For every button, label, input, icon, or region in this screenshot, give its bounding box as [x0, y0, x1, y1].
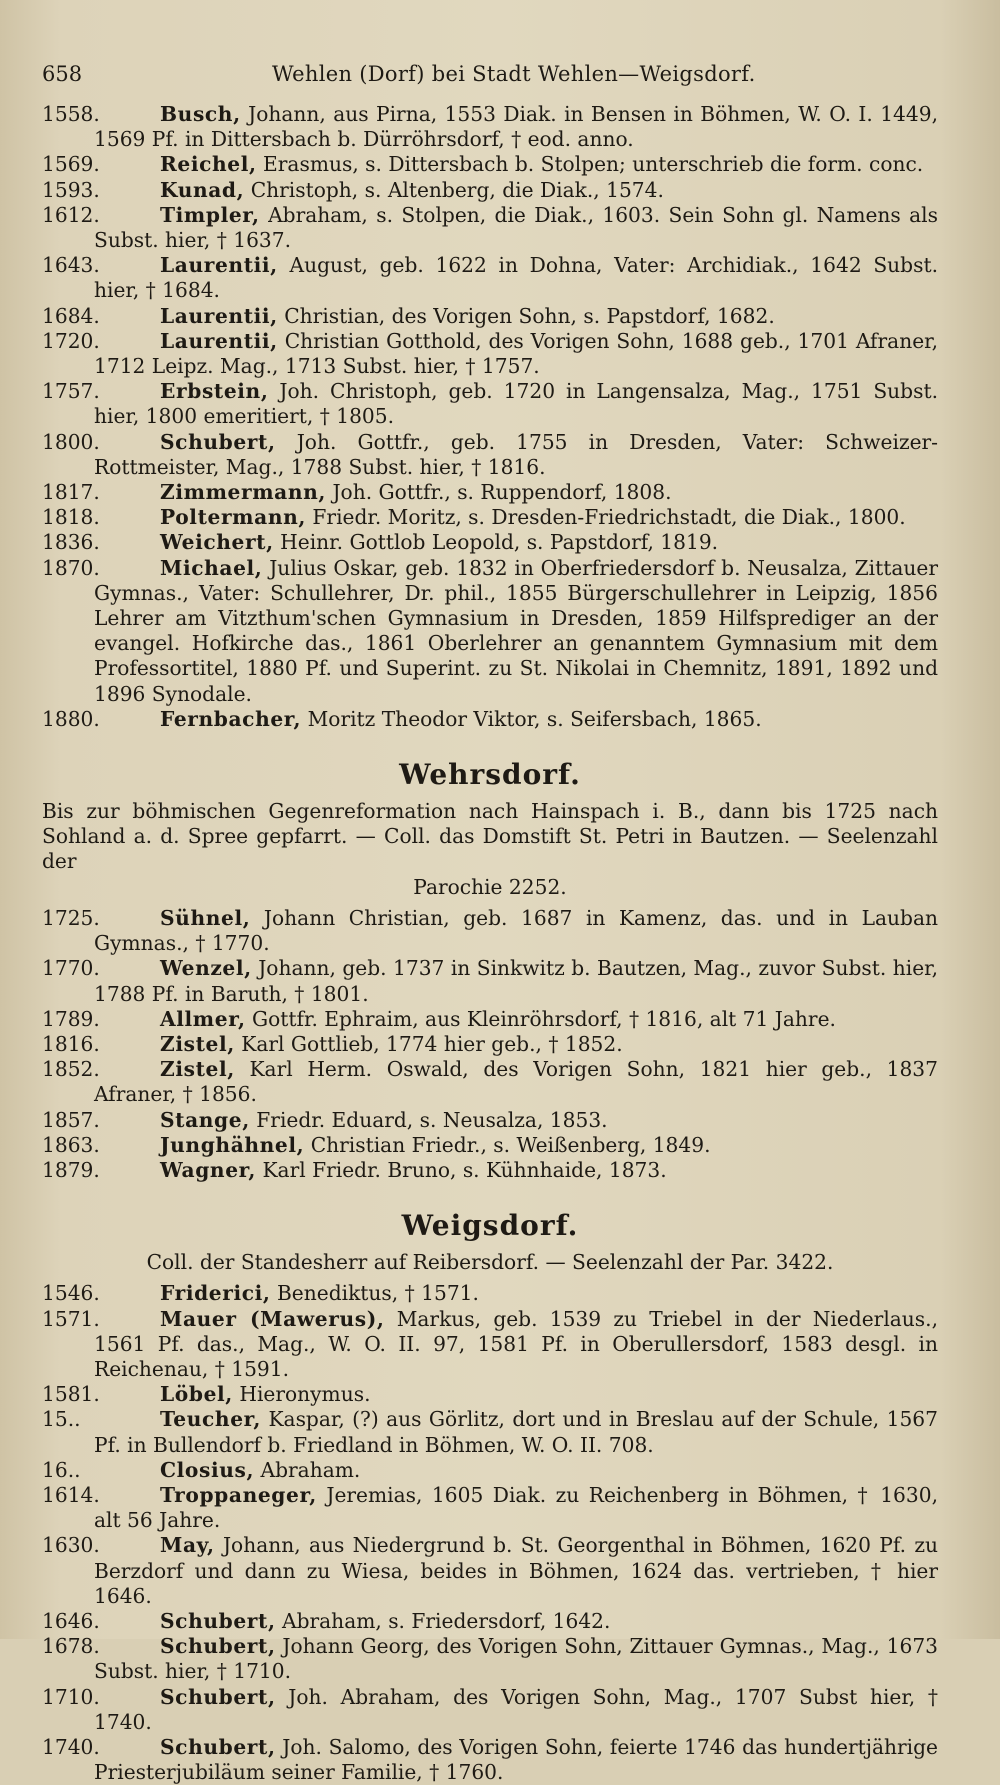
list-item [42, 1735, 938, 1785]
entry-text: Abraham. [260, 1457, 361, 1482]
list-item [42, 707, 938, 732]
entry-year: 1740. [42, 1734, 100, 1759]
list-item [42, 379, 938, 429]
section-heading-wehrsdorf: Wehrsdorf. [399, 758, 581, 792]
entry-year: 1863. [42, 1132, 100, 1157]
entry-year: 1571. [42, 1306, 100, 1331]
entry-name: Löbel, [160, 1382, 233, 1407]
entry-name: Erbstein, [160, 379, 269, 404]
entry-year: 1546. [42, 1281, 100, 1306]
entry-name: Poltermann, [160, 505, 306, 530]
entry-year: 1880. [42, 706, 100, 731]
wehrsdorf-intro-end: Parochie 2252. [413, 874, 567, 899]
list-item [42, 530, 938, 555]
entry-year: 1710. [42, 1684, 100, 1709]
entry-text: Joh. Christoph, geb. 1720 in Langensalza, Mag., 1751 Subst. hier, 1800 emeritiert, † 1805. [94, 379, 938, 429]
entry-body [94, 1407, 938, 1457]
list-item [42, 1007, 938, 1032]
list-item [42, 1057, 938, 1107]
list-item [42, 1685, 938, 1735]
entry-year: 1816. [42, 1031, 100, 1056]
entry-body [94, 329, 938, 379]
entry-name: Closius, [160, 1457, 255, 1482]
entry-body [94, 152, 938, 177]
list-item [42, 1133, 938, 1158]
running-title: Wehlen (Dorf) bei Stadt Wehlen—Weigsdorf. [272, 62, 756, 86]
entry-name: Schubert, [160, 1734, 276, 1759]
entry-body [94, 1483, 938, 1533]
entry-year: 1818. [42, 505, 100, 530]
entry-name: Laurentii, [160, 328, 278, 353]
entry-text: Johann Georg, des Vorigen Sohn, Zittauer Gymnas., Mag., 1673 Subst. hier, † 1710. [94, 1634, 939, 1684]
entry-text: Karl Herm. Oswald, des Vorigen Sohn, 1821 hier geb., 1837 Afraner, † 1856. [94, 1057, 938, 1107]
entry-year: 1593. [42, 177, 100, 202]
list-item [42, 1407, 938, 1457]
entry-body [94, 102, 938, 152]
entry-name: Wagner, [160, 1157, 257, 1182]
entry-text: Christian Friedr., s. Weißenberg, 1849. [310, 1132, 711, 1157]
list-item [42, 152, 938, 177]
entry-year: 15.. [42, 1407, 81, 1432]
entry-year: 1643. [42, 253, 100, 278]
entry-body [94, 956, 938, 1006]
entry-body [94, 707, 938, 732]
entry-body [94, 1133, 938, 1158]
entry-body [94, 1032, 938, 1057]
entry-year: 1720. [42, 328, 100, 353]
entry-body [94, 530, 938, 555]
list-item [42, 102, 938, 152]
weigsdorf-entry-list [42, 1281, 938, 1785]
entry-text: Abraham, s. Friedersdorf, 1642. [282, 1608, 611, 1633]
entry-body [94, 1609, 938, 1634]
entry-year: 1646. [42, 1608, 100, 1633]
wehrsdorf-intro-text: Bis zur böhmischen Gegenreformation nach Hainspach i. B., dann bis 1725 nach Sohland a. d. Spree gepfarrt. — Coll. das Domstift St. Petri in Bautzen. — Seelenzahl der [42, 799, 938, 874]
list-item [42, 203, 938, 253]
entry-year: 1558. [42, 102, 100, 126]
entry-text: Joh. Gottfr., geb. 1755 in Dresden, Vater: Schweizer-Rottmeister, Mag., 1788 Subst. hier, † 1816. [94, 429, 939, 479]
entry-text: Julius Oskar, geb. 1832 in Oberfriedersdorf b. Neusalza, Zittauer Gymnas., Vater: Schullehrer, Dr. phil., 1855 Bürgerschullehrer in Leipzig, 1856 Lehrer am Vitzthum'schen Gymnasium in Dresden, 1859 Hilfsprediger an der evangel. Hofkirche das., 1861 Oberlehrer an genanntem Gymnasium mit dem Professortitel, 1880 Pf. und Superint. zu St. Nikolai in Chemnitz, 1891, 1892 und 1896 Synodale. [94, 555, 938, 706]
list-item [42, 505, 938, 530]
list-item [42, 1609, 938, 1634]
entry-year: 1614. [42, 1482, 100, 1507]
entry-name: Busch, [160, 102, 241, 126]
section-heading-weigsdorf: Weigsdorf. [401, 1209, 579, 1243]
list-item [42, 1483, 938, 1533]
entry-body [94, 1057, 938, 1107]
entry-year: 1569. [42, 152, 100, 177]
entry-body [94, 1382, 938, 1407]
entry-body [94, 556, 938, 707]
entry-name: Sühnel, [160, 905, 251, 930]
entry-body [94, 1458, 938, 1483]
list-item [42, 956, 938, 1006]
entry-text: Johann, aus Pirna, 1553 Diak. in Bensen in Böhmen, W. O. I. 1449, 1569 Pf. in Dittersbach b. Dürröhrsdorf, † eod. anno. [94, 102, 938, 152]
entry-name: Teucher, [160, 1407, 262, 1432]
wehrsdorf-intro [42, 799, 938, 900]
list-item [42, 1533, 938, 1609]
entry-name: Zistel, [160, 1031, 235, 1056]
list-item [42, 1382, 938, 1407]
page-header [42, 62, 938, 86]
entry-text: Heinr. Gottlob Leopold, s. Papstdorf, 1819. [280, 530, 719, 555]
entry-body [94, 1158, 938, 1183]
list-item [42, 329, 938, 379]
list-item [42, 430, 938, 480]
list-item [42, 1108, 938, 1133]
entry-text: Karl Friedr. Bruno, s. Kühnhaide, 1873. [262, 1157, 667, 1182]
entry-name: Schubert, [160, 429, 276, 454]
list-item [42, 1032, 938, 1057]
entry-body [94, 1007, 938, 1032]
entry-body [94, 1634, 938, 1684]
entry-text: Benediktus, † 1571. [276, 1281, 479, 1306]
list-item [42, 1281, 938, 1306]
entry-name: Michael, [160, 555, 263, 580]
list-item [42, 906, 938, 956]
entry-year: 1800. [42, 429, 100, 454]
entry-body [94, 1685, 938, 1735]
entry-year: 1678. [42, 1634, 100, 1659]
entry-text: Markus, geb. 1539 zu Triebel in der Niederlaus., 1561 Pf. das., Mag., W. O. II. 97, 1581 Pf. in Oberullersdorf, 1583 desgl. in Reichenau, † 1591. [94, 1306, 939, 1381]
entry-name: Zimmermann, [160, 480, 327, 505]
list-item [42, 1307, 938, 1383]
entry-name: Friderici, [160, 1281, 271, 1306]
entry-text: Johann, aus Niedergrund b. St. Georgenthal in Böhmen, 1620 Pf. zu Berzdorf und dann zu Wiesa, beides in Böhmen, 1624 das. vertrieben, † hier 1646. [94, 1533, 938, 1608]
wehlen-entry-list [42, 102, 938, 732]
list-item [42, 253, 938, 303]
entry-body [94, 1108, 938, 1133]
entry-text: Abraham, s. Stolpen, die Diak., 1603. Sein Sohn gl. Namens als Subst. hier, † 1637. [94, 202, 938, 253]
entry-name: Troppaneger, [160, 1482, 317, 1507]
entry-body [94, 1281, 938, 1306]
entry-body [94, 1307, 938, 1383]
entry-year: 1879. [42, 1157, 100, 1182]
entry-name: Reichel, [160, 152, 257, 177]
entry-name: Schubert, [160, 1634, 276, 1659]
entry-text: Karl Gottlieb, 1774 hier geb., † 1852. [241, 1031, 623, 1056]
entry-name: Junghähnel, [160, 1132, 305, 1157]
entry-year: 1725. [42, 905, 100, 930]
entry-body [94, 253, 938, 303]
entry-year: 1836. [42, 530, 100, 555]
entry-year: 1857. [42, 1107, 100, 1132]
entry-body [94, 178, 938, 203]
entry-text: Christoph, s. Altenberg, die Diak., 1574. [250, 177, 664, 202]
entry-year: 1757. [42, 379, 100, 404]
entry-text: Friedr. Moritz, s. Dresden-Friedrichstadt, die Diak., 1800. [312, 505, 906, 530]
entry-year: 16.. [42, 1457, 81, 1482]
entry-text: August, geb. 1622 in Dohna, Vater: Archidiak., 1642 Subst. hier, † 1684. [94, 253, 938, 303]
entry-name: Weichert, [160, 530, 274, 555]
list-item [42, 1634, 938, 1684]
entry-body [94, 203, 938, 253]
entry-text: Moritz Theodor Viktor, s. Seifersbach, 1865. [307, 706, 762, 731]
list-item [42, 1458, 938, 1483]
entry-year: 1612. [42, 202, 100, 227]
entry-body [94, 430, 938, 480]
entry-year: 1789. [42, 1006, 100, 1031]
entry-body [94, 505, 938, 530]
entry-text: Joh. Gottfr., s. Ruppendorf, 1808. [332, 480, 672, 505]
entry-name: Mauer (Mawerus), [160, 1306, 385, 1331]
list-item [42, 304, 938, 329]
entry-year: 1684. [42, 303, 100, 328]
entry-name: Schubert, [160, 1608, 276, 1633]
page-number: 658 [42, 62, 83, 86]
list-item [42, 1158, 938, 1183]
entry-text: Joh. Salomo, des Vorigen Sohn, feierte 1746 das hundertjährige Priesterjubiläum seiner Familie, † 1760. [94, 1734, 938, 1785]
entry-text: Gottfr. Ephraim, aus Kleinröhrsdorf, † 1816, alt 71 Jahre. [252, 1006, 836, 1031]
entry-text: Friedr. Eduard, s. Neusalza, 1853. [256, 1107, 608, 1132]
list-item [42, 178, 938, 203]
entry-text: Erasmus, s. Dittersbach b. Stolpen; unterschrieb die form. conc. [263, 152, 924, 177]
entry-body [94, 379, 938, 429]
entry-text: Kaspar, (?) aus Görlitz, dort und in Breslau auf der Schule, 1567 Pf. in Bullendorf b. Friedland in Böhmen, W. O. II. 708. [94, 1407, 938, 1457]
entry-year: 1770. [42, 956, 100, 981]
weigsdorf-intro: Coll. der Standesherr auf Reibersdorf. — Seelenzahl der Par. 3422. [146, 1250, 834, 1275]
entry-text: Joh. Abraham, des Vorigen Sohn, Mag., 1707 Subst hier, † 1740. [94, 1684, 939, 1734]
entry-text: Johann Christian, geb. 1687 in Kamenz, das. und in Lauban Gymnas., † 1770. [94, 905, 938, 956]
entry-body [94, 1735, 938, 1785]
list-item [42, 556, 938, 707]
entry-name: Fernbacher, [160, 706, 302, 731]
entry-text: Christian, des Vorigen Sohn, s. Papstdorf, 1682. [284, 303, 775, 328]
entry-name: Kunad, [160, 177, 245, 202]
list-item [42, 480, 938, 505]
entry-name: Laurentii, [160, 303, 278, 328]
entry-name: May, [160, 1533, 215, 1558]
entry-year: 1870. [42, 555, 100, 580]
wehrsdorf-entry-list [42, 906, 938, 1183]
entry-body [94, 906, 938, 956]
entry-body [94, 304, 938, 329]
entry-year: 1852. [42, 1057, 100, 1082]
entry-name: Laurentii, [160, 253, 278, 278]
entry-name: Wenzel, [160, 956, 252, 981]
entry-name: Schubert, [160, 1684, 276, 1709]
entry-name: Stange, [160, 1107, 250, 1132]
entry-text: Hieronymus. [239, 1382, 371, 1407]
entry-text: Jeremias, 1605 Diak. zu Reichenberg in Böhmen, † 1630, alt 56 Jahre. [94, 1482, 939, 1533]
entry-text: Christian Gotthold, des Vorigen Sohn, 1688 geb., 1701 Afraner, 1712 Leipz. Mag., 1713 Subst. hier, † 1757. [94, 328, 939, 379]
entry-name: Timpler, [160, 202, 260, 227]
entry-year: 1817. [42, 480, 100, 505]
entry-body [94, 480, 938, 505]
entry-name: Allmer, [160, 1006, 246, 1031]
entry-text: Johann, geb. 1737 in Sinkwitz b. Bautzen, Mag., zuvor Subst. hier, 1788 Pf. in Baruth, † 1801. [94, 956, 938, 1006]
entry-name: Zistel, [160, 1057, 235, 1082]
entry-body [94, 1533, 938, 1609]
entry-year: 1581. [42, 1382, 100, 1407]
entry-year: 1630. [42, 1533, 100, 1558]
